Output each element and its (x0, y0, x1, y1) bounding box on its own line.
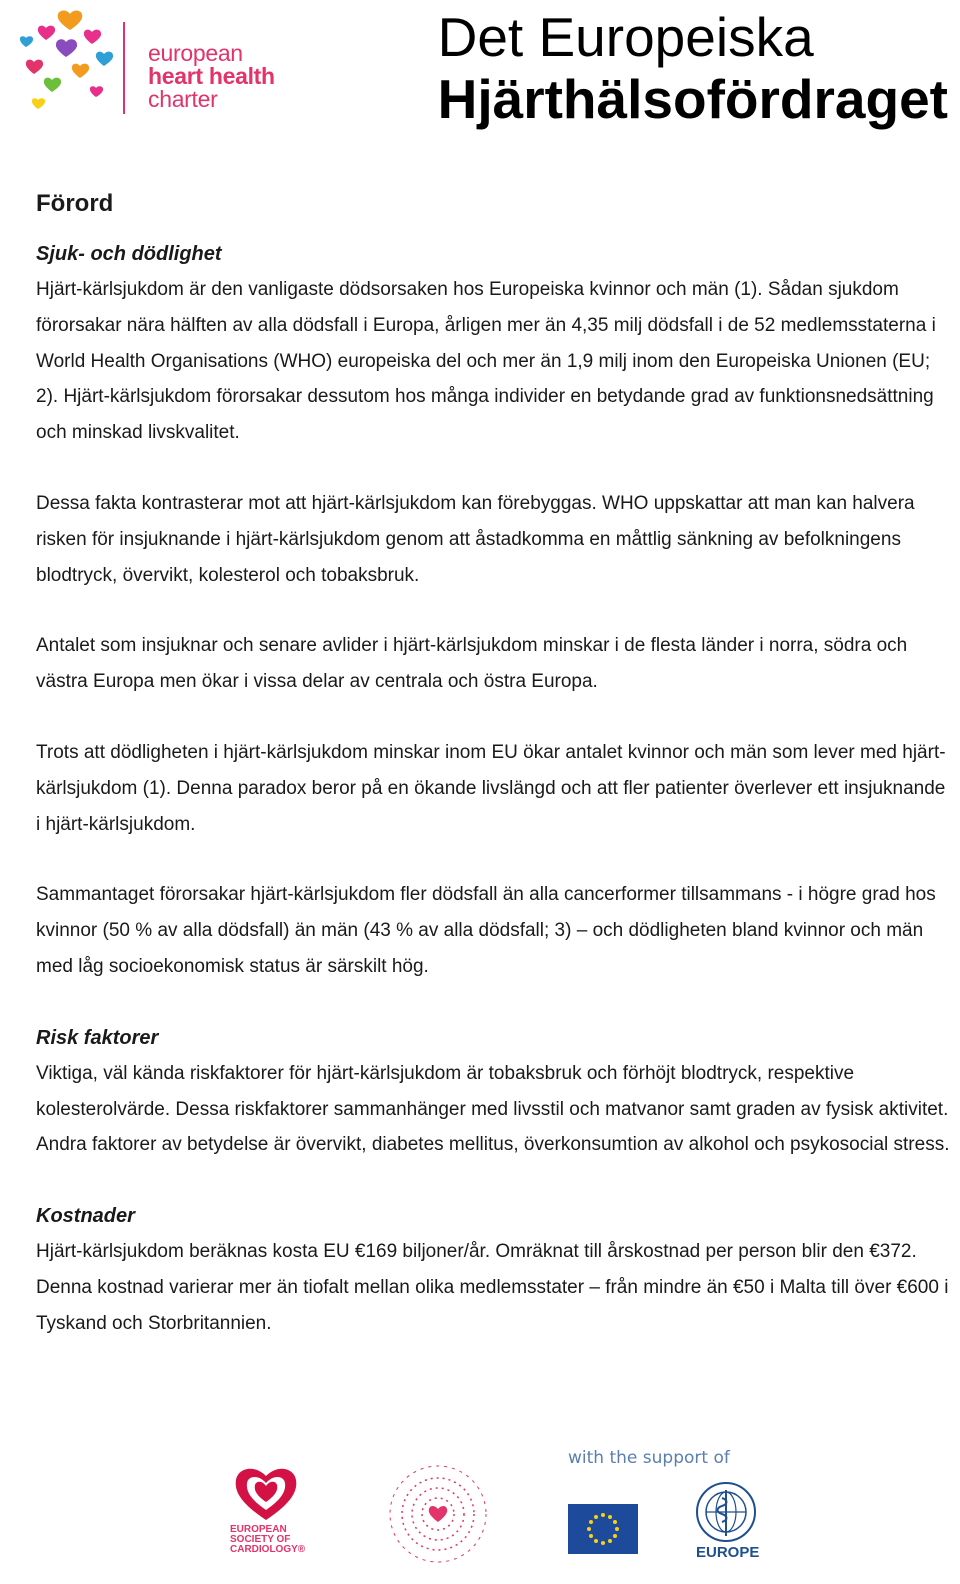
paragraph: Hjärt-kärlsjukdom beräknas kosta EU €169 biljoner/år. Omräknat till årskostnad per person blir den €372. Denna kostnad varierar mer än tiofalt mellan olika medlemsstater – från mindre än €50 i Malta till över €600 i Tyskand och Storbritannien. (36, 1241, 949, 1334)
document-title (438, 6, 948, 130)
paragraph: Viktiga, väl kända riskfaktorer för hjärt-kärlsjukdom är tobaksbruk och förhöjt blodtryck, respektive kolesterolvärde. Dessa riskfaktorer sammanhänger med livsstil och matvanor samt graden av fysisk aktivitet. Andra faktorer av betydelse är övervikt, diabetes mellitus, överkonsumtion av alkohol och psykosocial stress. (36, 1062, 950, 1156)
subheading-risk-faktorer: Risk faktorer (36, 1026, 159, 1049)
paragraph: Trots att dödligheten i hjärt-kärlsjukdom minskar inom EU ökar antalet kvinnor och män som lever med hjärt-kärlsjukdom (1). Denna paradox beror på en ökande livslängd och att fler patienter överlever ett insjuknande i hjärt-kärlsjukdom. (36, 741, 946, 835)
european-heart-health-charter-logo (8, 8, 308, 128)
logo-wordmark (148, 42, 275, 111)
logo-line-1: european (148, 40, 243, 66)
paragraph: Dessa fakta kontrasterar mot att hjärt-kärlsjukdom kan förebyggas. WHO uppskattar att man kan halvera risken för insjuknande i hjärt-kärlsjukdom genom att åstadkomma en måttlig sänkning av befolkningens blodtryck, övervikt, kolesterol och tobaksbruk. (36, 492, 915, 586)
who-europe-label: EUROPE (696, 1544, 760, 1561)
esc-line-3: CARDIOLOGY® (230, 1544, 306, 1555)
logo-line-2: heart health (148, 63, 275, 89)
esc-line-2: SOCIETY OF (230, 1534, 291, 1545)
document-body (36, 186, 952, 1342)
subheading-sjuk-och-dodlighet: Sjuk- och dödlighet (36, 243, 222, 265)
esc-heart-logo-icon (232, 1462, 300, 1524)
title-line-1: Det Europeiska (437, 6, 814, 68)
subheading-kostnader: Kostnader (36, 1205, 135, 1228)
support-text: with the support of (568, 1448, 730, 1468)
sponsor-logos (200, 1440, 780, 1570)
paragraph: Hjärt-kärlsjukdom är den vanligaste dödsorsaken hos Europeiska kvinnor och män (1). Sådan sjukdom förorsakar nära hälften av alla dödsfall i Europa, årligen mer än 4,35 milj dödsfall i de 52 medlemsstaterna i World Health Organisations (WHO) europeiska del och mer än 1,9 milj inom den Europeiska Unionen (EU; 2). Hjärt-kärlsjukdom förorsakar dessutom hos många individer en betydande grad av funktionsnedsättning och minskad livskvalitet. (36, 279, 936, 444)
esc-line-1: EUROPEAN (230, 1524, 287, 1535)
eu-flag-icon (568, 1504, 638, 1554)
european-heart-network-logo-icon (386, 1462, 490, 1566)
logo-line-3: charter (148, 86, 218, 112)
who-emblem-icon (694, 1480, 758, 1544)
paragraph: Antalet som insjuknar och senare avlider i hjärt-kärlsjukdom minskar i de flesta länder i norra, södra och västra Europa men ökar i vissa delar av centrala och östra Europa. (36, 635, 908, 693)
hearts-cluster-icon (8, 8, 138, 128)
paragraph: Sammantaget förorsakar hjärt-kärlsjukdom fler dödsfall än alla cancerformer tillsammans - i högre grad hos kvinnor (50 % av alla dödsfall) än män (43 % av alla dödsfall; 3) – och dödligheten bland kvinnor och män med låg socioekonomisk status är särskilt hög. (36, 884, 936, 977)
esc-wordmark (230, 1525, 305, 1555)
section-heading: Förord (36, 190, 114, 217)
title-line-2: Hjärthälsofördraget (437, 68, 948, 130)
